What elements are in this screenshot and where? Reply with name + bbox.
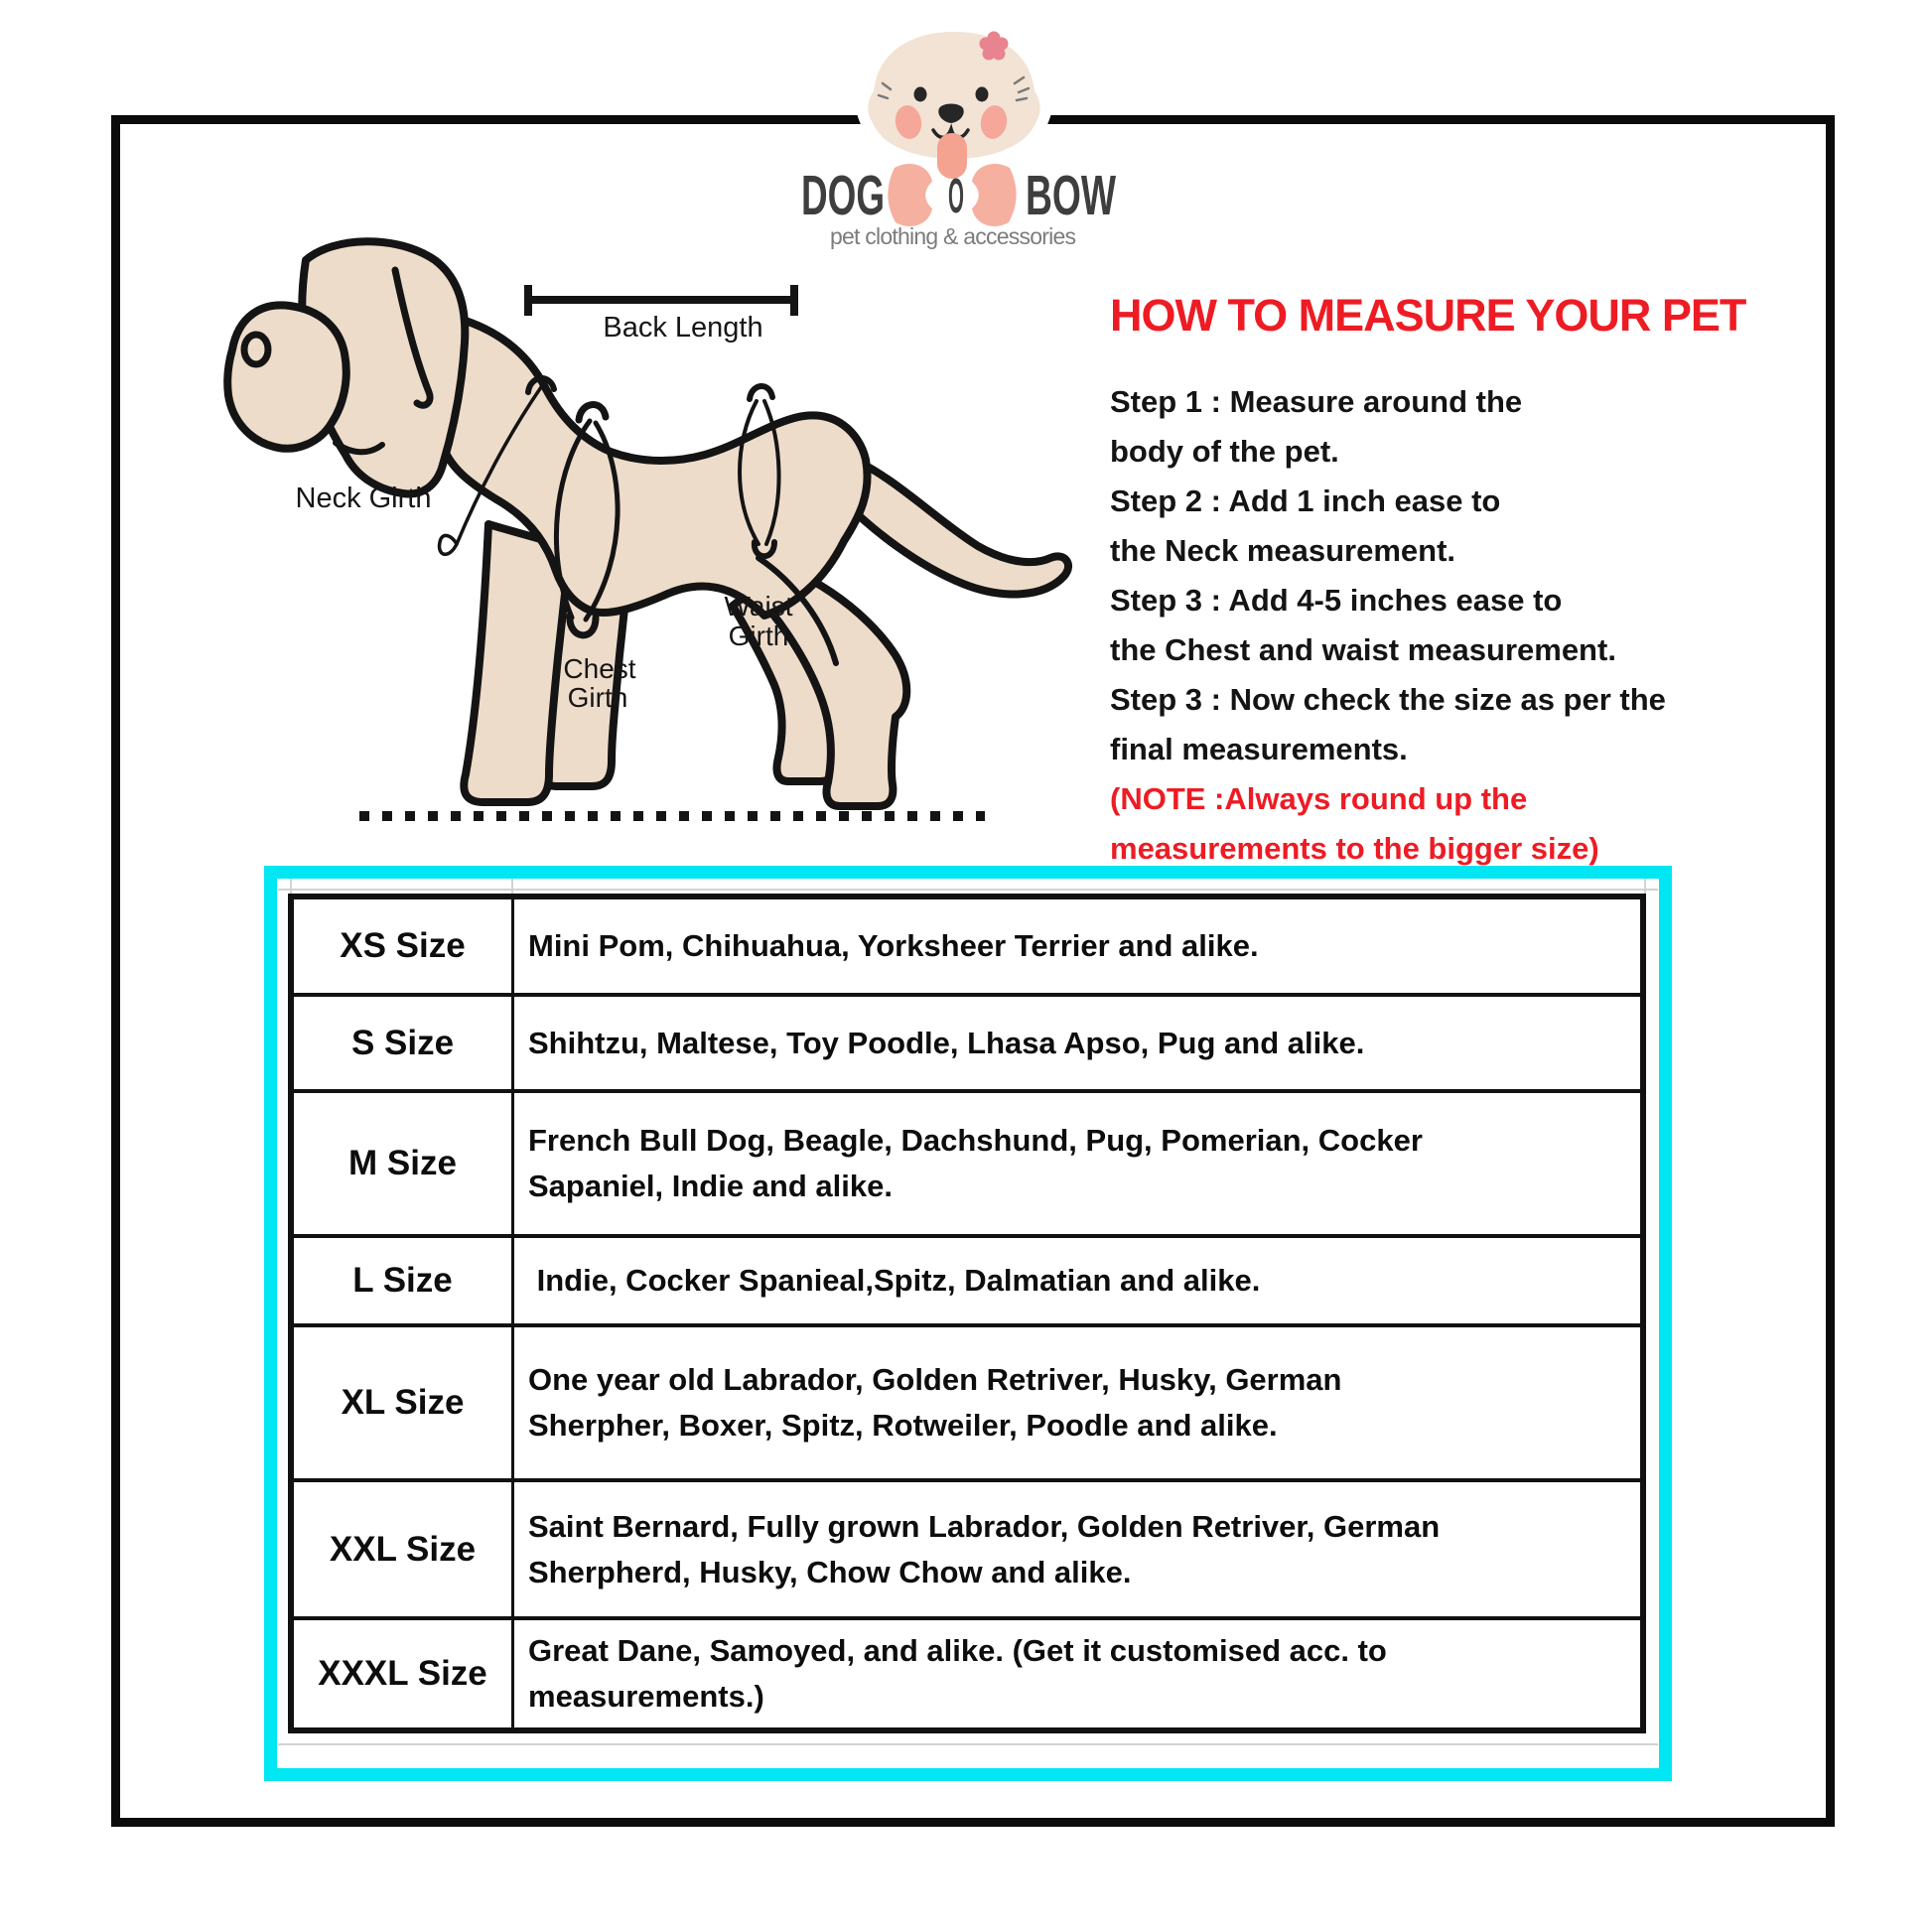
size-cell: S Size [294,997,514,1089]
brand-tagline: pet clothing & accessories [830,223,1080,249]
breeds-line: Sherpherd, Husky, Chow Chow and alike. [528,1554,1132,1589]
step-line: Step 2 : Add 1 inch ease to [1110,483,1501,518]
brand-knot: O [948,170,964,223]
chest-girth-label-line2: Girth [567,682,628,713]
gridline-artifact [290,879,292,894]
note-line: (NOTE :Always round up the [1110,781,1528,816]
dog-muzzle [227,305,346,448]
step-line: Step 1 : Measure around the [1110,384,1523,419]
table-row [294,899,1640,993]
step-line: final measurements. [1110,732,1408,766]
table-row [294,1234,1640,1323]
size-cell: M Size [294,1093,514,1234]
step-line: the Chest and waist measurement. [1110,632,1616,667]
size-cell: XL Size [294,1327,514,1478]
breeds-cell [514,899,1640,993]
breeds-line: French Bull Dog, Beagle, Dachshund, Pug, Pomerian, Cocker [528,1123,1423,1158]
neck-girth-label: Neck Girth [295,483,432,514]
howto-title: HOW TO MEASURE YOUR PET [1110,290,1746,341]
size-cell: XXL Size [294,1482,514,1616]
breeds-line: Shihtzu, Maltese, Toy Poodle, Lhasa Apso, Pug and alike. [528,1025,1365,1060]
brand-left: DOG [801,164,885,227]
waist-girth-label-line1: Waist [724,591,793,621]
back-length-label: Back Length [603,312,763,344]
size-table [288,894,1646,1733]
breeds-cell [514,1327,1640,1478]
breeds-cell [514,1238,1640,1323]
size-cell: XS Size [294,899,514,993]
breeds-line: One year old Labrador, Golden Retriver, Husky, German [528,1362,1342,1397]
table-row [294,993,1640,1089]
breeds-line: Great Dane, Samoyed, and alike. (Get it customised acc. to [528,1633,1387,1668]
waist-girth-label-line2: Girth [728,621,789,651]
table-row [294,1616,1640,1727]
step-line: Step 3 : Add 4-5 inches ease to [1110,583,1563,618]
breeds-line: Sherpher, Boxer, Spitz, Rotweiler, Poodle and alike. [528,1408,1278,1443]
gridline-artifact [511,879,513,894]
gridline-artifact [1644,879,1646,894]
dog-measurement-diagram [194,228,1097,849]
breeds-line: Mini Pom, Chihuahua, Yorksheer Terrier and alike. [528,928,1259,963]
breeds-line: measurements.) [528,1679,764,1714]
table-row [294,1478,1640,1616]
dog-tail [838,459,1068,594]
bow-right-lobe-icon [972,164,1017,226]
size-cell: L Size [294,1238,514,1323]
breeds-line: Indie, Cocker Spanieal,Spitz, Dalmatian and alike. [528,1263,1261,1298]
gridline-artifact [278,889,1658,891]
table-row [294,1323,1640,1478]
size-cell: XXXL Size [294,1620,514,1727]
bow-left-lobe-icon [888,164,932,226]
breeds-cell [514,1482,1640,1616]
step-line: the Neck measurement. [1110,533,1456,568]
breeds-cell [514,997,1640,1089]
step-line: body of the pet. [1110,434,1339,469]
gridline-artifact [278,1743,1658,1745]
howto-steps [1110,377,1825,874]
chest-girth-label-line1: Chest [563,653,636,684]
breeds-cell [514,1620,1640,1727]
table-row [294,1089,1640,1234]
breeds-line: Saint Bernard, Fully grown Labrador, Golden Retriver, German [528,1508,1441,1544]
step-line: Step 3 : Now check the size as per the [1110,682,1666,717]
note-line: measurements to the bigger size) [1110,831,1599,866]
breeds-line: Sapaniel, Indie and alike. [528,1169,893,1203]
brand-wordmark [801,164,1116,227]
breeds-cell [514,1093,1640,1234]
brand-right: BOW [1026,164,1117,227]
